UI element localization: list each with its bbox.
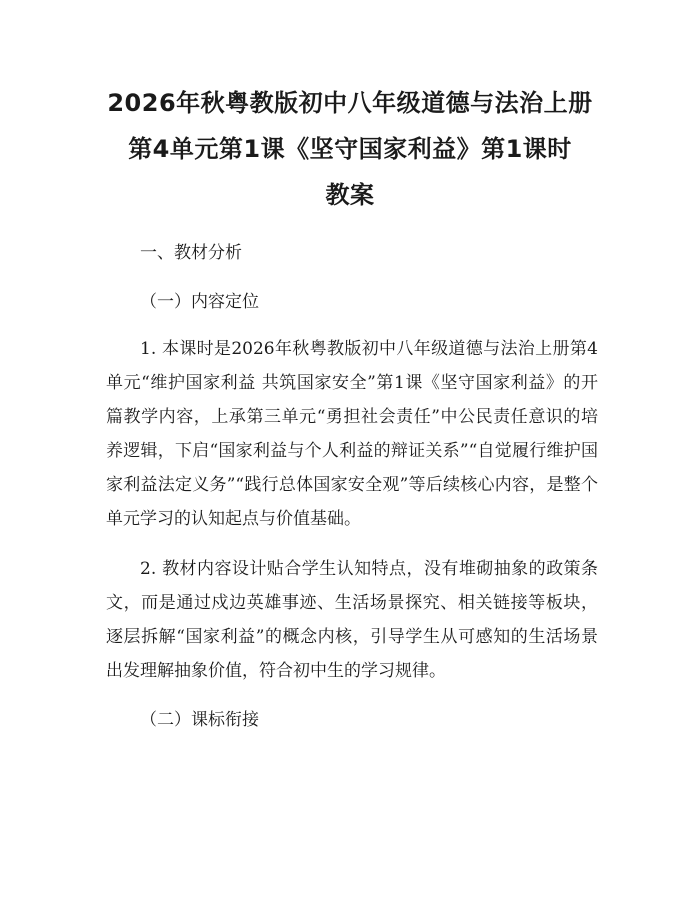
title-line-1: 2026年秋粤教版初中八年级道德与法治上册 <box>107 89 593 117</box>
section-heading-teaching-material-analysis: 一、教材分析 <box>140 243 242 263</box>
paragraph-1: 1. 本课时是2026年秋粤教版初中八年级道德与法治上册第4单元“维护国家利益 共筑国家安全”第1课《坚守国家利益》的开篇教学内容，上承第三单元“勇担社会责任”中公民责任意识的培养逻辑，下启“国家利益与个人利益的辩证关系”“自觉履行维护国家利益法定义务”“践行总体国家安全观”等后续核心内容，是整个单元学习的认知起点与价值基础。 <box>106 339 598 529</box>
title-line-2: 第4单元第1课《坚守国家利益》第1课时 <box>128 135 572 163</box>
subsection-heading-content-positioning: （一）内容定位 <box>140 292 259 312</box>
title-line-3: 教案 <box>325 181 375 209</box>
subsection-heading-curriculum-alignment: （二）课标衔接 <box>140 710 259 730</box>
document-body <box>106 235 598 738</box>
document-title <box>90 80 610 218</box>
paragraph-2: 2. 教材内容设计贴合学生认知特点，没有堆砌抽象的政策条文，而是通过戍边英雄事迹、生活场景探究、相关链接等板块，逐层拆解“国家利益”的概念内核，引导学生从可感知的生活场景出发理解抽象价值，符合初中生的学习规律。 <box>106 559 598 681</box>
